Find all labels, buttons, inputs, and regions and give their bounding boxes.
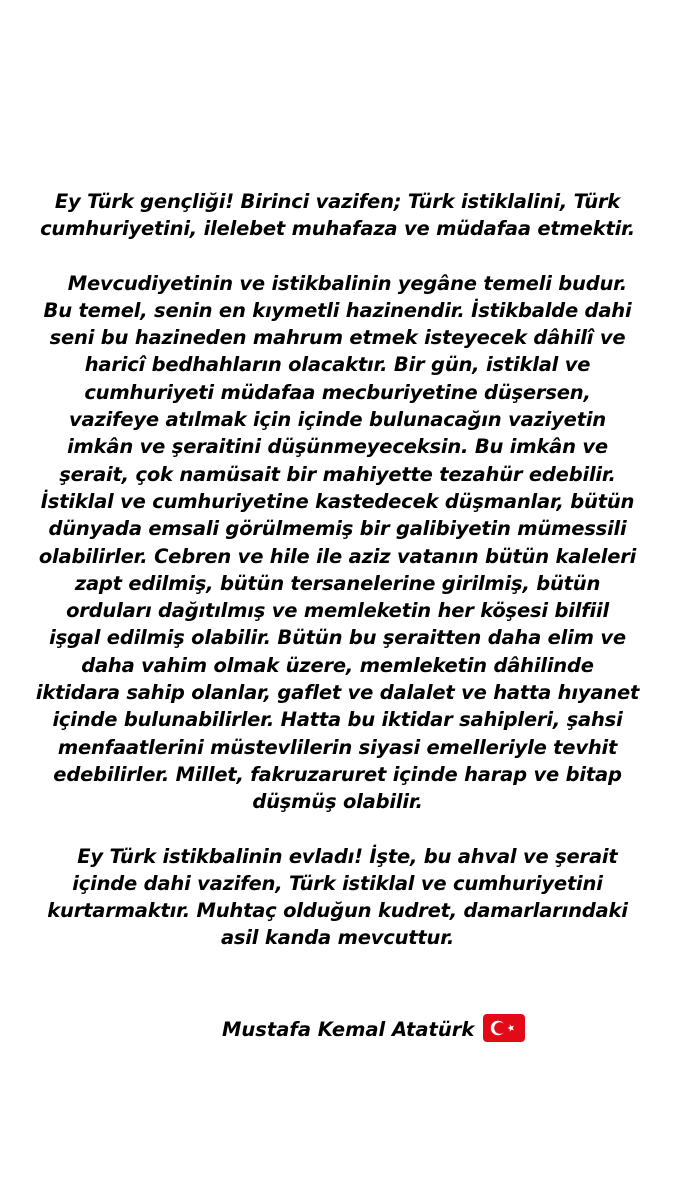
paragraph-gap	[0, 816, 675, 843]
text-line: Bu temel, senin en kıymetli hazinendir. İstikbalde dahi	[43, 298, 632, 322]
text-line: içinde bulunabilirler. Hatta bu iktidar sahipleri, şahsi	[52, 708, 623, 732]
text-line: cumhuriyetini, ilelebet muhafaza ve müdafaa etmektir.	[40, 217, 635, 241]
text-line: iktidara sahip olanlar, gaflet ve dalalet ve hatta hıyanet	[35, 681, 640, 705]
signature-row	[0, 1012, 675, 1046]
paragraph-1	[0, 188, 675, 243]
signature-name: Mustafa Kemal Atatürk	[222, 1018, 475, 1041]
text-line: Ey Türk gençliği! Birinci vazifen; Türk istiklalini, Türk	[54, 190, 621, 213]
text-line: vazifeye atılmak için içinde bulunacağın vaziyetin	[68, 408, 606, 432]
paragraph-2	[0, 270, 675, 816]
paragraph-3	[0, 843, 675, 952]
paragraph-gap	[0, 243, 675, 270]
text-line: İstiklal ve cumhuriyetine kastedecek düşmanlar, bütün	[40, 489, 635, 513]
text-line: edebilirler. Millet, fakruzaruret içinde harap ve bitap	[53, 762, 622, 786]
text-line: seni bu hazineden mahrum etmek isteyecek dâhilî ve	[49, 326, 626, 350]
text-line: Ey Türk istikbalinin evladı! İşte, bu ahval ve şerait	[57, 844, 618, 868]
text-line: cumhuriyeti müdafaa mecburiyetine düşersen,	[84, 380, 591, 404]
speech-text	[0, 188, 675, 952]
text-line: Mevcudiyetinin ve istikbalinin yegâne temeli budur.	[47, 271, 627, 295]
text-line: menfaatlerini müstevlilerin siyasi emelleriyle tevhit	[57, 735, 618, 759]
text-line: zapt edilmiş, bütün tersanelerine girilmiş, bütün	[74, 571, 601, 595]
text-line: daha vahim olmak üzere, memleketin dâhilinde	[81, 653, 594, 677]
text-line: imkân ve şeraitini düşünmeyeceksin. Bu imkân ve	[67, 435, 608, 459]
text-line: haricî bedhahların olacaktır. Bir gün, istiklal ve	[84, 353, 591, 377]
text-line: asil kanda mevcuttur.	[220, 926, 455, 950]
text-line: işgal edilmiş olabilir. Bütün bu şeraitten daha elim ve	[49, 626, 626, 650]
turkey-flag-icon	[482, 1013, 526, 1043]
text-line: içinde dahi vazifen, Türk istiklal ve cumhuriyetini	[72, 871, 603, 895]
text-line: kurtarmaktır. Muhtaç olduğun kudret, damarlarındaki	[47, 899, 628, 923]
text-line: dünyada emsali görülmemiş bir galibiyetin mümessili	[48, 517, 627, 541]
text-line: olabilirler. Cebren ve hile ile aziz vatanın bütün kaleleri	[38, 544, 637, 568]
text-line: orduları dağıtılmış ve memleketin her köşesi bilfiil	[66, 599, 609, 623]
text-line: şerait, çok namüsait bir mahiyette tezahür edebilir.	[59, 462, 616, 486]
text-line: düşmüş olabilir.	[252, 790, 423, 814]
